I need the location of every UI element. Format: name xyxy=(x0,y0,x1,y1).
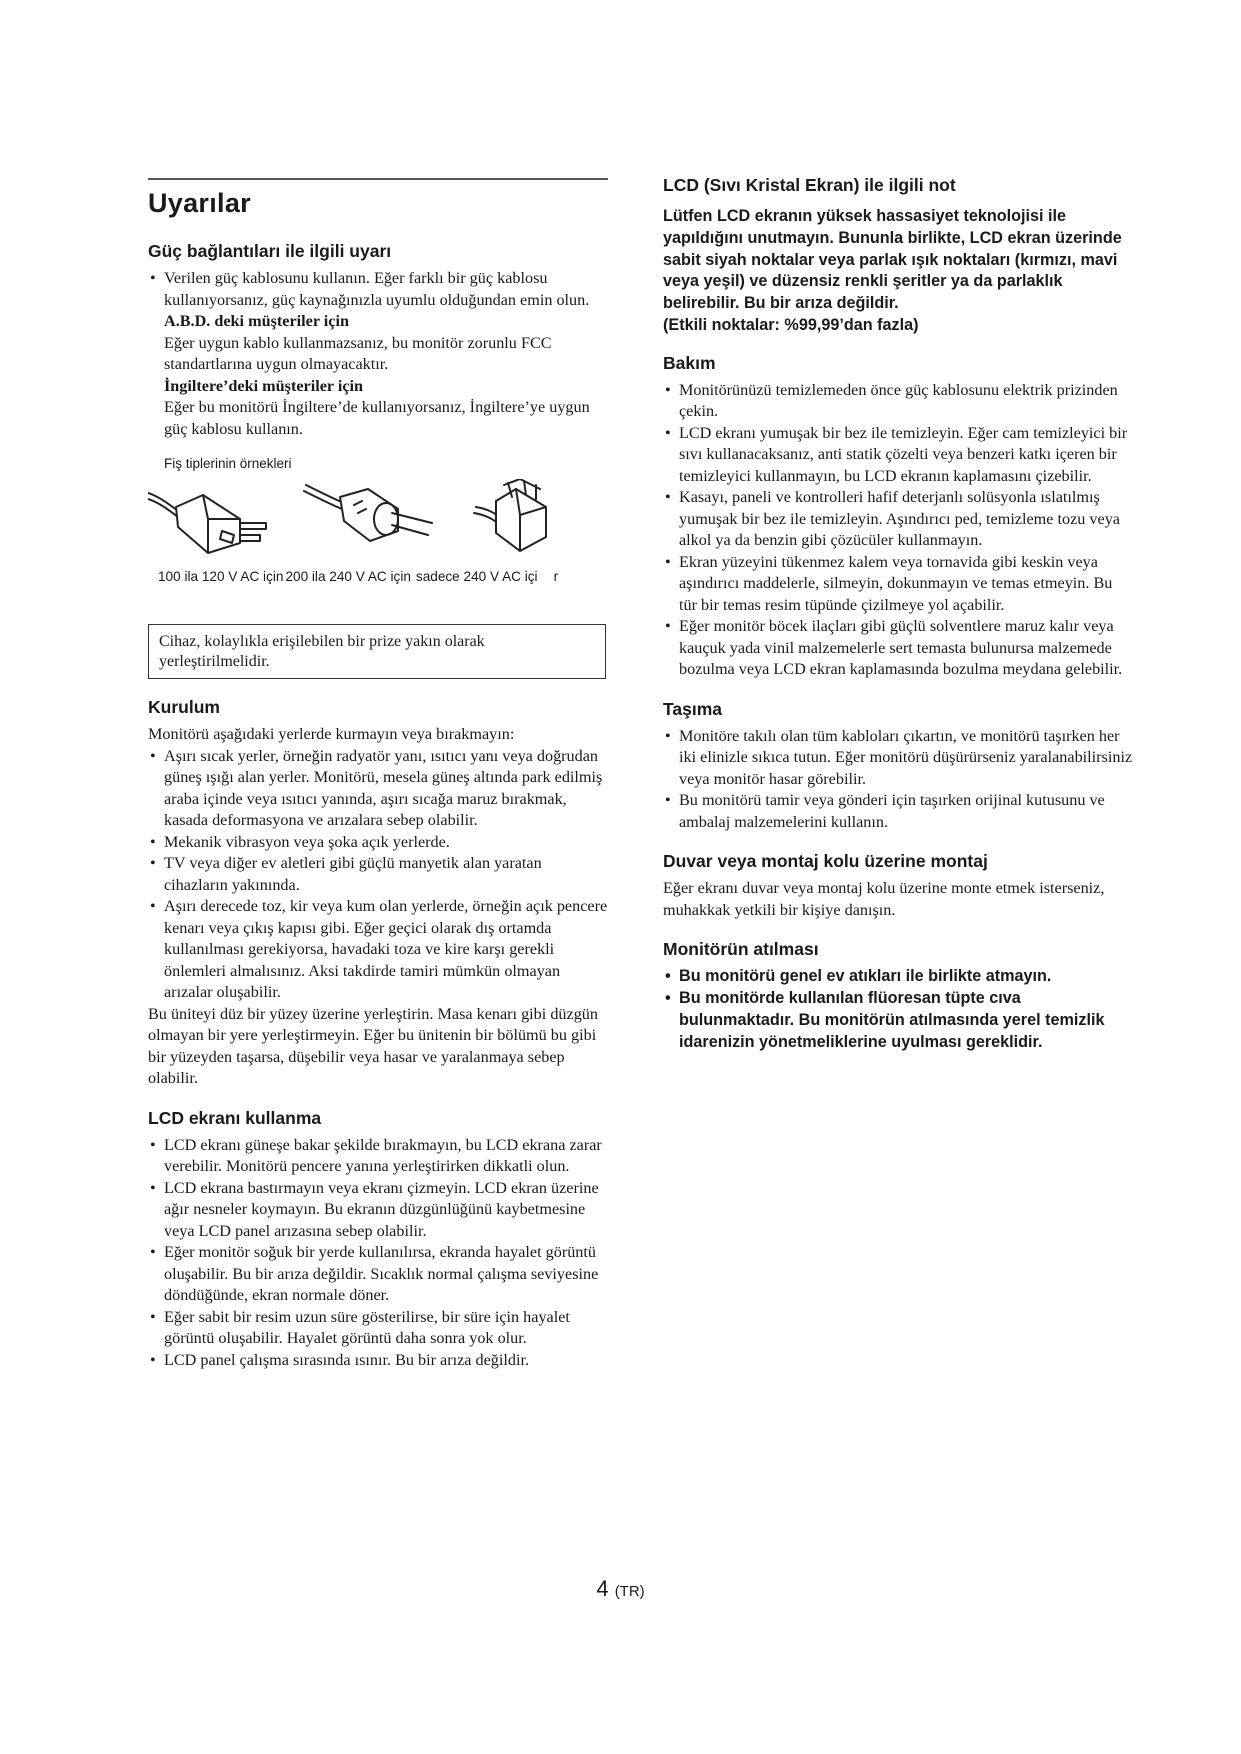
transport-heading: Taşıma xyxy=(663,698,723,719)
wall-mount-text: Eğer ekranı duvar veya montaj kolu üzerine monte etmek isterseniz, muhakkak yetkili bir kişiye danışın. xyxy=(663,879,1105,919)
title-rule xyxy=(148,178,608,180)
lcd-note-heading: LCD (Sıvı Kristal Ekran) ile ilgili not xyxy=(663,175,956,195)
lcd-use-heading: LCD ekranı kullanma xyxy=(148,1107,322,1128)
install-bullet: • Aşırı derecede toz, kir veya kum olan yerlerde, örneğin açık pencere kenarı veya çıkış kapısı gibi. Eğer geçici olarak dış ortamda kullanılması gerekiyorsa, havadaki toza ve kire karşı gerekli önlemleri almalısınız. Aksi takdirde tamiri mümkün olmayan arızalar oluşabilir. xyxy=(150,897,608,1001)
maintenance-bullet-text: Ekran yüzeyini tükenmez kalem veya tornavida gibi keskin veya aşındırıcı maddelerle, silmeyin, dokunmayın ve temas etmeyin. Bu tür bir temas resim tüpünde çizilmeye yol açabilir. xyxy=(679,552,1113,614)
lcd-use-bullet-text: LCD panel çalışma sırasında ısınır. Bu bir arıza değildir. xyxy=(164,1350,530,1369)
maintenance-bullet-text: LCD ekranı yumuşak bir bez ile temizleyin. Eğer cam temizleyici bir sıvı kullanacaksanız, anti statik çözelti veya benzeri katkı içeren bir temizleyici kullanmayın, bu LCD ekranın kaplamasını çizebilir. xyxy=(679,423,1128,485)
power-bullet: • Verilen güç kablosunu kullanın. Eğer farklı bir güç kablosu kullanıyorsanız, güç kaynağınızla uyumlu olduğundan emin olun. xyxy=(150,269,590,309)
lcd-use-bullet-text: LCD ekranı güneşe bakar şekilde bırakmayın, bu LCD ekrana zarar verebilir. Monitörü pencere yanına yerleştirirken dikkatli olun. xyxy=(164,1135,602,1175)
install-bullet-text: Aşırı sıcak yerler, örneğin radyatör yanı, ısıtıcı yanı veya doğrudan güneş ışığı alan yerler. Monitörü, mesela güneş altında park edilmiş araba içinde veya ısıtıcı yanında, aşırı sıcağa maruz bırakmak, kasada deformasyona ve arızalara sebep olabilir. xyxy=(164,746,603,829)
uk-plug-icon xyxy=(474,479,546,551)
maintenance-bullet: • Eğer monitör böcek ilaçları gibi güçlü solventlere maruz kalır veya kauçuk yada vinil malzemelerle sert temasta bulunursa malzemede bozulma veya LCD ekran kaplamasında bozulma meydana gelebilir. xyxy=(665,617,1123,679)
maintenance-heading: Bakım xyxy=(663,352,716,373)
disposal-bullet-text: Bu monitörü genel ev atıkları ile birlikte atmayın. xyxy=(679,967,1052,986)
transport-bullet-text: Monitöre takılı olan tüm kabloları çıkartın, ve monitörü taşırken her iki elinizle sıkıca tutun. Eğer monitörü düşürürseniz yaralanabilirsiniz veya monitör hasar görebilir. xyxy=(679,726,1133,788)
lcd-use-bullet-text: Eğer monitör soğuk bir yerde kullanılırsa, ekranda hayalet görüntü oluşabilir. Bu bir arıza değildir. Sıcaklık normal çalışma seviyesine döndüğünde, ekran normale döner. xyxy=(164,1243,599,1304)
maintenance-bullet: • LCD ekranı yumuşak bir bez ile temizleyin. Eğer cam temizleyici bir sıvı kullanacaksanız, anti statik çözelti veya benzeri katkı içeren bir temizleyici kullanmayın, bu LCD ekranın kaplamasını çizebilir. xyxy=(665,423,1128,485)
lcd-use-bullet: • LCD ekranı güneşe bakar şekilde bırakmayın, bu LCD ekrana zarar verebilir. Monitörü pencere yanına yerleştirirken dikkatli olun. xyxy=(150,1135,602,1175)
lcd-note-text: Lütfen LCD ekranın yüksek hassasiyet teknolojisi ile yapıldığını unutmayın. Bununla birlikte, LCD ekran üzerinde sabit siyah noktalar veya parlak ışık noktaları (kırmızı, mavi veya yeşil) ve düzensiz renkli şeritler ya da parlaklık belirebilir. Bu bir arıza değildir. xyxy=(663,207,1122,313)
page-language: (TR) xyxy=(614,1583,645,1600)
notice-box xyxy=(148,624,606,679)
lcd-use-bullet: • LCD ekrana bastırmayın veya ekranı çizmeyin. LCD ekran üzerine ağır nesneler koymayın. Bu ekranın düzgünlüğünü kaybetmesine veya LCD panel arızasına sebep olabilir. xyxy=(150,1178,599,1240)
notice-text: Cihaz, kolaylıkla erişilebilen bir prize yakın olarak yerleştirilmelidir. xyxy=(159,633,485,670)
maintenance-bullet-text: Monitörünüzü temizlemeden önce güç kablosunu elektrik prizinden çekin. xyxy=(679,380,1118,421)
right-column xyxy=(663,175,1133,1053)
wall-mount-heading: Duvar veya montaj kolu üzerine montaj xyxy=(663,851,988,872)
page-number-value: 4 xyxy=(596,1576,609,1601)
disposal-list xyxy=(663,966,1133,1053)
plug-types-drawing xyxy=(148,479,608,557)
install-outro: Bu üniteyi düz bir yüzey üzerine yerleştirin. Masa kenarı gibi düzgün olmayan bir yere yerleştirmeyin. Eğer bu ünitenin bir bölümü bu gibi bir yüzeyden taşarsa, düşebilir veya hasar ve yaralanmaya sebep olabilir. xyxy=(148,1004,598,1087)
install-heading: Kurulum xyxy=(148,697,220,717)
lcd-use-bullet: • LCD panel çalışma sırasında ısınır. Bu bir arıza değildir. xyxy=(150,1350,530,1369)
lcd-use-bullet: • Eğer sabit bir resim uzun süre gösterilirse, bir süre için hayalet görüntü oluşabilir. Hayalet görüntü daha sonra yok olur. xyxy=(150,1307,570,1347)
transport-list xyxy=(663,726,1133,834)
power-bullet-text: Verilen güç kablosunu kullanın. Eğer farklı bir güç kablosu kullanıyorsanız, güç kaynağınızla uyumlu olduğundan emin olun. xyxy=(164,269,590,309)
lcd-note-effective: (Etkili noktalar: %99,99’dan fazla) xyxy=(663,315,919,334)
lcd-use-bullet: • Eğer monitör soğuk bir yerde kullanılırsa, ekranda hayalet görüntü oluşabilir. Bu bir arıza değildir. Sıcaklık normal çalışma seviyesine döndüğünde, ekran normale döner. xyxy=(150,1243,599,1304)
maintenance-list xyxy=(663,380,1133,681)
plug-label-3: sadece 240 V AC içi xyxy=(415,569,538,584)
disposal-bullet: • Bu monitörü genel ev atıkları ile birlikte atmayın. xyxy=(665,967,1052,986)
page-number xyxy=(0,1576,1241,1602)
maintenance-bullet: • Kasayı, paneli ve kontrolleri hafif deterjanlı solüsyonla ıslatılmış yumuşak bir bez ile temizleyin. Aşındırıcı ped, temizleme tozu veya alkol ya da benzin gibi çözücüler kullanmayın. xyxy=(665,488,1120,550)
maintenance-bullet-text: Kasayı, paneli ve kontrolleri hafif deterjanlı solüsyonla ıslatılmış yumuşak bir bez ile temizleyin. Aşındırıcı ped, temizleme tozu veya alkol ya da benzin gibi çözücüler kullanmayın. xyxy=(679,488,1120,550)
maintenance-bullet-text: Eğer monitör böcek ilaçları gibi güçlü solventlere maruz kalır veya kauçuk yada vinil malzemelerle sert temasta bulunursa malzemede bozulma veya LCD ekran kaplamasında bozulma meydana gelebilir. xyxy=(679,617,1123,679)
install-bullet: • Mekanik vibrasyon veya şoka açık yerlerde. xyxy=(150,832,450,851)
transport-bullet: • Monitöre takılı olan tüm kabloları çıkartın, ve monitörü taşırken her iki elinizle sıkıca tutun. Eğer monitörü düşürürseniz yaralanabilirsiniz veya monitör hasar görebilir. xyxy=(665,726,1133,788)
power-usa xyxy=(148,311,608,440)
maintenance-bullet: • Ekran yüzeyini tükenmez kalem veya tornavida gibi keskin veya aşındırıcı maddelerle, silmeyin, dokunmayın ve temas etmeyin. Bu tür bir temas resim tüpünde çizilmeye yol açabilir. xyxy=(665,552,1113,614)
usa-heading: A.B.D. deki müşteriler için xyxy=(164,312,349,330)
power-heading: Güç bağlantıları ile ilgili uyarı xyxy=(148,241,392,261)
page-title: Uyarılar xyxy=(148,188,251,218)
plug-voltage-labels xyxy=(148,569,608,584)
uk-text: Eğer bu monitörü İngiltere’de kullanıyorsanız, İngiltere’ye uygun güç kablosu kullanın. xyxy=(164,398,590,438)
install-bullet-text: Mekanik vibrasyon veya şoka açık yerlerde. xyxy=(164,832,450,851)
transport-bullet-text: Bu monitörü tamir veya gönderi için taşırken orijinal kutusunu ve ambalaj malzemelerini kullanın. xyxy=(679,791,1105,831)
lcd-use-bullet-text: LCD ekrana bastırmayın veya ekranı çizmeyin. LCD ekran üzerine ağır nesneler koymayın. Bu ekranın düzgünlüğünü kaybetmesine veya LCD panel arızasına sebep olabilir. xyxy=(164,1178,599,1240)
eu-plug-icon xyxy=(304,485,432,541)
install-bullet-text: TV veya diğer ev aletleri gibi güçlü manyetik alan yaratan cihazların yakınında. xyxy=(164,854,542,894)
disposal-bullet-text: Bu monitörde kullanılan flüoresan tüpte cıva bulunmaktadır. Bu monitörün atılmasında yerel temizlik idarenizin yönetmeliklerine uyulması gereklidir. xyxy=(679,989,1105,1051)
install-bullet-text: Aşırı derecede toz, kir veya kum olan yerlerde, örneğin açık pencere kenarı veya çıkış kapısı gibi. Eğer geçici olarak dış ortamda kullanılması gerekiyorsa, havadaki toza ve kire karşı gerekli önlemleri almalısınız. Aksi takdirde tamiri mümkün olmayan arızalar oluşabilir. xyxy=(164,897,608,1001)
install-bullet: • TV veya diğer ev aletleri gibi güçlü manyetik alan yaratan cihazların yakınında. xyxy=(150,854,542,894)
install-intro: Monitörü aşağıdaki yerlerde kurmayın veya bırakmayın: xyxy=(148,725,515,743)
plug-label-1: 100 ila 120 V AC için xyxy=(158,569,284,584)
us-plug-icon xyxy=(148,493,266,553)
install-bullet: • Aşırı sıcak yerler, örneğin radyatör yanı, ısıtıcı yanı veya doğrudan güneş ışığı alan yerler. Monitörü, mesela güneş altında park edilmiş araba içinde veya ısıtıcı yanında, aşırı sıcağa maruz bırakmak, kasada deformasyona ve arızalara sebep olabilir. xyxy=(150,746,603,829)
uk-heading: İngiltere’deki müşteriler için xyxy=(164,376,364,395)
disposal-bullet: • Bu monitörde kullanılan flüoresan tüpte cıva bulunmaktadır. Bu monitörün atılmasında yerel temizlik idarenizin yönetmeliklerine uyulması gereklidir. xyxy=(665,989,1105,1051)
plug-label-4: r xyxy=(553,569,559,584)
transport-bullet: • Bu monitörü tamir veya gönderi için taşırken orijinal kutusunu ve ambalaj malzemelerini kullanın. xyxy=(665,791,1105,831)
left-column xyxy=(148,178,608,1371)
plug-label-2: 200 ila 240 V AC için xyxy=(285,569,411,584)
maintenance-bullet: • Monitörünüzü temizlemeden önce güç kablosunu elektrik prizinden çekin. xyxy=(665,380,1118,421)
disposal-heading: Monitörün atılması xyxy=(663,939,819,960)
install-list xyxy=(148,746,608,1004)
plug-illustrations xyxy=(148,479,608,557)
lcd-use-list xyxy=(148,1135,608,1372)
plug-caption: Fiş tiplerinin örnekleri xyxy=(164,456,292,471)
power-list xyxy=(148,268,608,311)
usa-text: Eğer uygun kablo kullanmazsanız, bu monitör zorunlu FCC standartlarına uygun olmayacaktır. xyxy=(164,333,552,373)
lcd-use-bullet-text: Eğer sabit bir resim uzun süre gösterilirse, bir süre için hayalet görüntü oluşabilir. Hayalet görüntü daha sonra yok olur. xyxy=(164,1307,570,1347)
